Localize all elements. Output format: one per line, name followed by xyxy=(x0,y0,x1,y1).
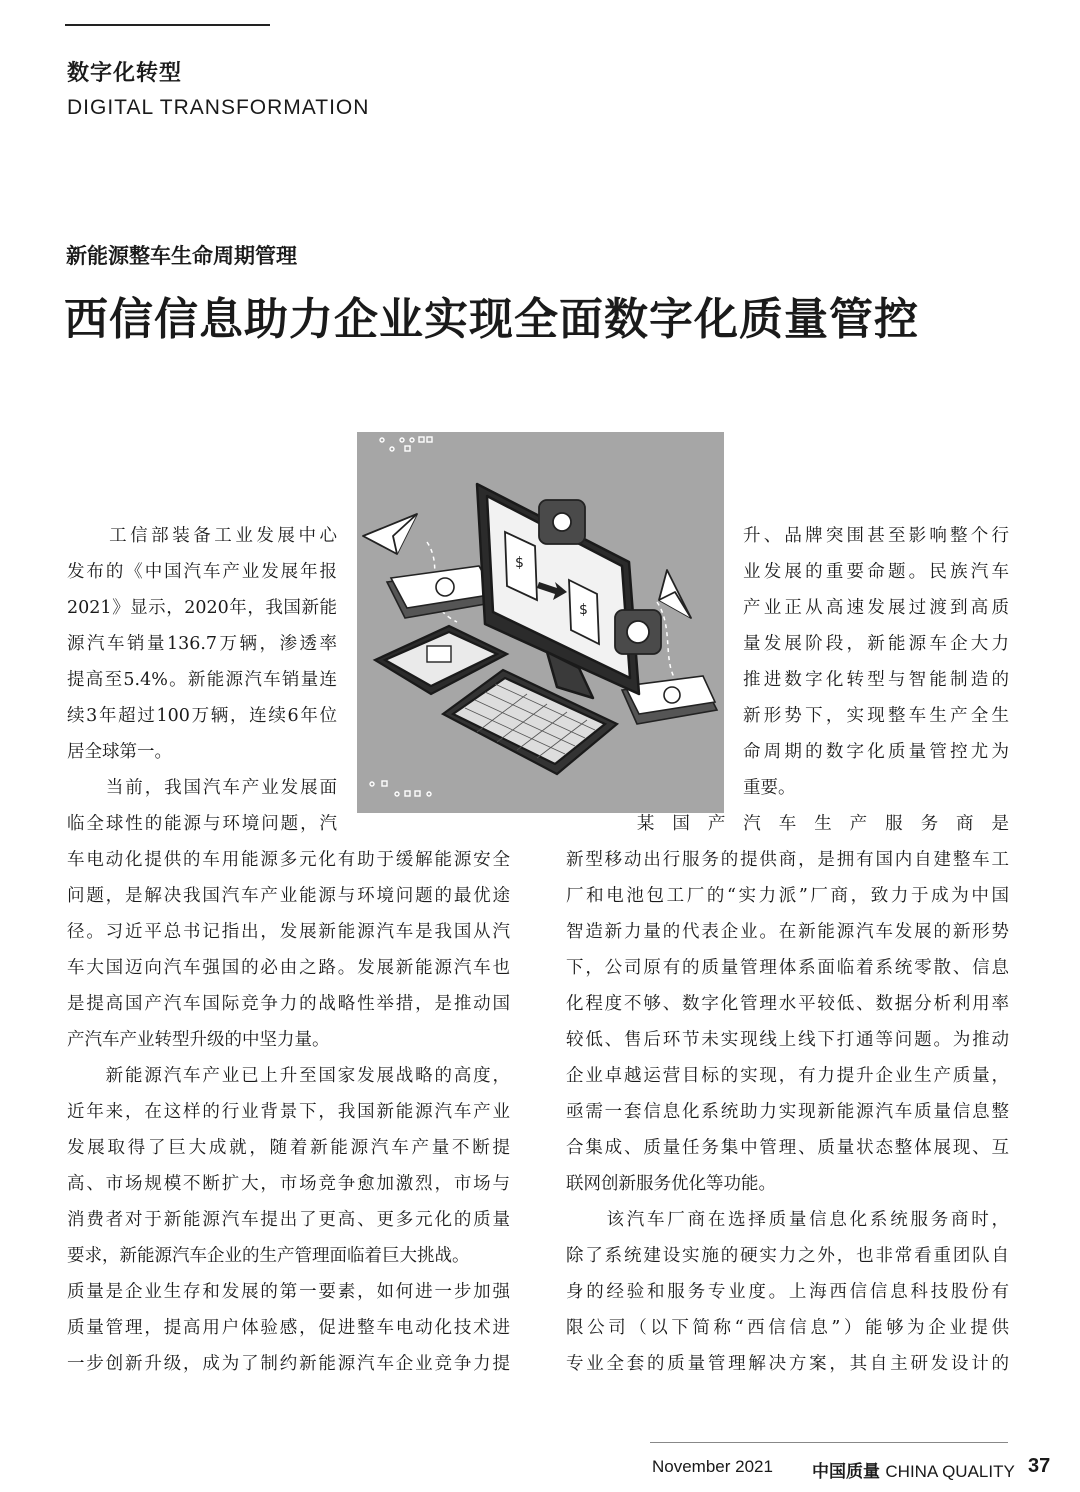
text-line: 专业全套的质量管理解决方案，其自主研发设计的 xyxy=(566,1354,1009,1374)
text-line: 问题，是解决我国汽车产业能源与环境问题的最优途 xyxy=(67,886,510,906)
text-line: 2021》显示，2020年，我国新能 xyxy=(67,598,337,618)
text-line: 某国产汽车生产服务商是 xyxy=(566,814,1009,834)
text-line: 联网创新服务优化等功能。 xyxy=(566,1174,776,1194)
text-line: 续3年超过100万辆，连续6年位 xyxy=(67,706,337,726)
text-line: 较低、售后环节未实现线上线下打通等问题。为推动 xyxy=(566,1030,1009,1050)
section-title-cn: 数字化转型 xyxy=(67,61,183,86)
text-line: 车电动化提供的车用能源多元化有助于缓解能源安全 xyxy=(67,850,510,870)
text-line: 量发展阶段，新能源车企大力 xyxy=(743,634,1009,654)
text-line: 居全球第一。 xyxy=(67,742,172,762)
article-illustration xyxy=(357,432,724,813)
text-line: 新型移动出行服务的提供商，是拥有国内自建整车工 xyxy=(566,850,1009,870)
text-line: 命周期的数字化质量管控尤为 xyxy=(743,742,1009,762)
text-line: 质量是企业生存和发展的第一要素，如何进一步加强 xyxy=(67,1282,510,1302)
page-number: 37 xyxy=(1028,1455,1051,1477)
article-subtitle: 新能源整车生命周期管理 xyxy=(66,244,297,268)
text-line: 是提高国产汽车国际竞争力的战略性举措，是推动国 xyxy=(67,994,510,1014)
text-line: 身的经验和服务专业度。上海西信信息科技股份有 xyxy=(566,1282,1009,1302)
text-line: 化程度不够、数字化管理水平较低、数据分析利用率 xyxy=(566,994,1009,1014)
text-line: 产汽车产业转型升级的中坚力量。 xyxy=(67,1030,330,1050)
footer-rule xyxy=(650,1442,1008,1443)
text-line: 厂和电池包工厂的“实力派”厂商，致力于成为中国 xyxy=(566,886,1009,906)
section-title-en: DIGITAL TRANSFORMATION xyxy=(67,96,370,119)
text-line: 源汽车销量136.7万辆，渗透率 xyxy=(67,634,337,654)
text-line: 高、市场规模不断扩大，市场竞争愈加激烈，市场与 xyxy=(67,1174,510,1194)
text-line: 要求，新能源汽车企业的生产管理面临着巨大挑战。 xyxy=(67,1246,470,1266)
computer-money-transfer-illustration-icon xyxy=(357,432,724,813)
text-line: 质量管理，提高用户体验感，促进整车电动化技术进 xyxy=(67,1318,510,1338)
text-line: 亟需一套信息化系统助力实现新能源汽车质量信息整 xyxy=(566,1102,1009,1122)
text-line: 合集成、质量任务集中管理、质量状态整体展现、互 xyxy=(566,1138,1009,1158)
svg-text:$: $ xyxy=(579,602,588,618)
text-line: 限公司（以下简称“西信信息”）能够为企业提供 xyxy=(566,1318,1009,1338)
text-line: 该汽车厂商在选择质量信息化系统服务商时， xyxy=(566,1210,1009,1230)
screen-dollar-icon: $ xyxy=(515,555,524,571)
text-line: 推进数字化转型与智能制造的 xyxy=(743,670,1009,690)
text-line: 智造新力量的代表企业。在新能源汽车发展的新形势 xyxy=(566,922,1009,942)
text-line: 企业卓越运营目标的实现，有力提升企业生产质量， xyxy=(566,1066,1009,1086)
publication-name-cn: 中国质量 xyxy=(812,1462,880,1482)
text-line: 产业正从高速发展过渡到高质 xyxy=(743,598,1009,618)
text-line: 升、品牌突围甚至影响整个行 xyxy=(743,526,1009,546)
text-line: 新形势下，实现整车生产全生 xyxy=(743,706,1009,726)
footer-publication xyxy=(812,1457,1015,1482)
text-line: 临全球性的能源与环境问题，汽 xyxy=(67,814,337,834)
header-rule xyxy=(65,24,270,26)
footer-date: November 2021 xyxy=(652,1457,773,1476)
text-line: 径。习近平总书记指出，发展新能源汽车是我国从汽 xyxy=(67,922,510,942)
text-line: 近年来，在这样的行业背景下，我国新能源汽车产业 xyxy=(67,1102,510,1122)
text-line: 提高至5.4%。新能源汽车销量连 xyxy=(67,670,337,690)
article-title: 西信信息助力企业实现全面数字化质量管控 xyxy=(64,294,919,345)
text-line: 车大国迈向汽车强国的必由之路。发展新能源汽车也 xyxy=(67,958,510,978)
text-line: 新能源汽车产业已上升至国家发展战略的高度， xyxy=(67,1066,510,1086)
text-line: 当前，我国汽车产业发展面 xyxy=(67,778,337,798)
text-line: 业发展的重要命题。民族汽车 xyxy=(743,562,1009,582)
text-line: 发布的《中国汽车产业发展年报 xyxy=(67,562,337,582)
text-line: 重要。 xyxy=(743,778,796,798)
publication-name-en: CHINA QUALITY xyxy=(885,1462,1015,1481)
text-line: 下，公司原有的质量管理体系面临着系统零散、信息 xyxy=(566,958,1009,978)
text-line: 除了系统建设实施的硬实力之外，也非常看重团队自 xyxy=(566,1246,1009,1266)
text-line: 工信部装备工业发展中心 xyxy=(67,526,337,546)
text-line: 一步创新升级，成为了制约新能源汽车企业竞争力提 xyxy=(67,1354,510,1374)
text-line: 发展取得了巨大成就，随着新能源汽车产量不断提 xyxy=(67,1138,510,1158)
text-line: 消费者对于新能源汽车提出了更高、更多元化的质量 xyxy=(67,1210,510,1230)
